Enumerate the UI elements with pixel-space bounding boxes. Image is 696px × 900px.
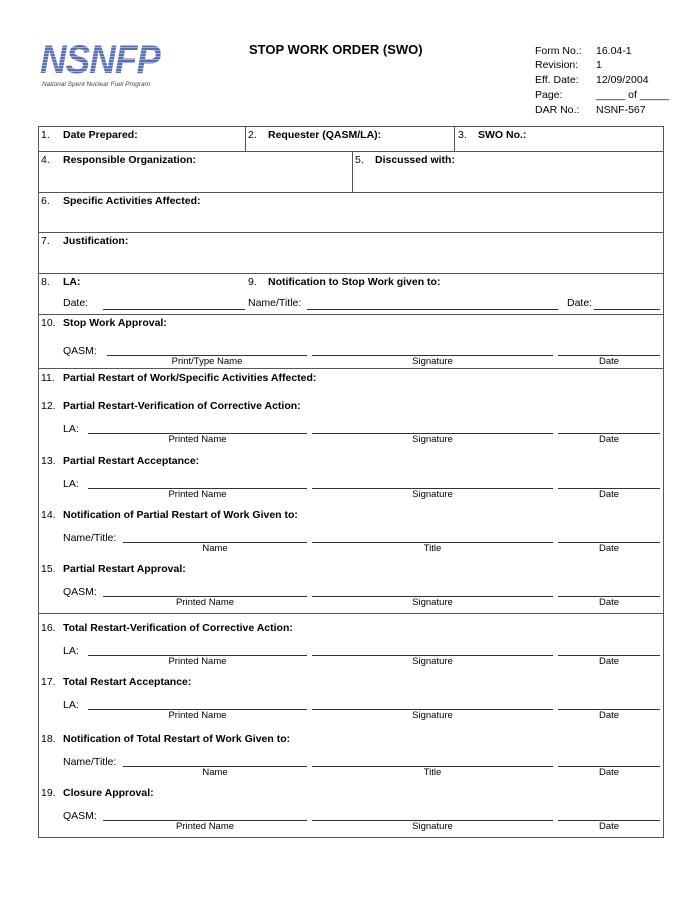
- caption-date: Date: [598, 489, 620, 500]
- section-label: Notification of Total Restart of Work Given to:: [63, 733, 291, 745]
- signer-label: QASM:: [63, 586, 97, 598]
- caption-date: Date: [598, 597, 620, 608]
- caption-name: Printed Name: [168, 656, 227, 667]
- requester-label: Requester (QASM/LA):: [268, 129, 382, 141]
- divider: [38, 151, 664, 152]
- responsible-org-label: Responsible Organization:: [63, 154, 197, 166]
- section-label: Partial Restart Approval:: [63, 563, 186, 575]
- meta-value: _____ of _____: [596, 89, 669, 101]
- field-number: 6.: [41, 195, 50, 207]
- meta-value: NSNF-567: [596, 104, 646, 116]
- name-title-line[interactable]: [307, 309, 558, 310]
- field-number: 10.: [41, 317, 56, 329]
- swo-no-label: SWO No.:: [478, 129, 527, 141]
- field-number: 12.: [41, 400, 56, 412]
- section-label: Total Restart Acceptance:: [63, 676, 192, 688]
- section-label: Partial Restart-Verification of Corrective Action:: [63, 400, 301, 412]
- field-number: 5.: [355, 154, 364, 166]
- caption-date: Date: [598, 821, 620, 832]
- field-number: 9.: [248, 276, 257, 288]
- date-line[interactable]: [594, 309, 660, 310]
- field-number: 8.: [41, 276, 50, 288]
- divider: [38, 273, 664, 274]
- section-label: Notification of Partial Restart of Work Given to:: [63, 509, 298, 521]
- signer-label: LA:: [63, 423, 79, 435]
- field-number: 1.: [41, 129, 50, 141]
- caption-date: Date: [598, 356, 620, 367]
- caption-date: Date: [598, 710, 620, 721]
- field-number: 2.: [248, 129, 257, 141]
- divider: [38, 314, 664, 315]
- la-label: LA:: [63, 276, 81, 288]
- caption-signature: Signature: [412, 597, 453, 608]
- caption-name: Printed Name: [175, 821, 235, 832]
- nsnfp-logo: NSNFP: [40, 38, 161, 82]
- signer-label: LA:: [63, 699, 79, 711]
- caption-signature: Signature: [412, 821, 453, 832]
- caption-date: Date: [598, 434, 620, 445]
- caption-signature: Signature: [412, 710, 453, 721]
- signer-label: LA:: [63, 478, 79, 490]
- field-number: 14.: [41, 509, 56, 521]
- divider: [38, 613, 664, 614]
- caption-date: Date: [598, 767, 620, 778]
- meta-label: Form No.:: [535, 45, 582, 57]
- field-number: 16.: [41, 622, 56, 634]
- caption-name: Name: [202, 543, 228, 554]
- field-number: 15.: [41, 563, 56, 575]
- divider: [38, 192, 664, 193]
- field-number: 19.: [41, 787, 56, 799]
- date-prepared-label: Date Prepared:: [63, 129, 138, 141]
- divider: [38, 368, 664, 369]
- meta-value: 12/09/2004: [596, 74, 649, 86]
- field-number: 7.: [41, 235, 50, 247]
- caption-signature: Title: [423, 543, 442, 554]
- meta-label: Eff. Date:: [535, 74, 579, 86]
- qasm-label: QASM:: [63, 345, 97, 357]
- caption-name: Printed Name: [175, 597, 235, 608]
- date-label: Date:: [63, 297, 89, 309]
- caption-name: Printed Name: [168, 489, 227, 500]
- divider: [38, 232, 664, 233]
- caption-signature: Signature: [412, 356, 453, 367]
- field-number: 4.: [41, 154, 50, 166]
- meta-label: Page:: [535, 89, 563, 101]
- activities-affected-label: Specific Activities Affected:: [63, 195, 201, 207]
- form-title: STOP WORK ORDER (SWO): [249, 42, 423, 57]
- caption-signature: Title: [423, 767, 442, 778]
- meta-value: 1: [596, 59, 602, 71]
- meta-label: Revision:: [535, 59, 579, 71]
- caption-name: Print/Type Name: [171, 356, 243, 367]
- signer-label: Name/Title:: [63, 756, 117, 768]
- field-number: 13.: [41, 455, 56, 467]
- field-number: 17.: [41, 676, 56, 688]
- signer-label: QASM:: [63, 810, 97, 822]
- caption-name: Printed Name: [168, 434, 227, 445]
- meta-label: DAR No.:: [535, 104, 580, 116]
- signer-label: LA:: [63, 645, 79, 657]
- date-line[interactable]: [103, 309, 245, 310]
- caption-date: Date: [598, 543, 620, 554]
- section-label: Total Restart-Verification of Corrective Action:: [63, 622, 293, 634]
- section-label: Partial Restart Acceptance:: [63, 455, 200, 467]
- name-title-label: Name/Title:: [248, 297, 302, 309]
- caption-name: Printed Name: [168, 710, 227, 721]
- date-label: Date:: [567, 297, 593, 309]
- discussed-with-label: Discussed with:: [375, 154, 455, 166]
- partial-restart-label: Partial Restart of Work/Specific Activities Affected:: [63, 372, 317, 384]
- field-number: 11.: [41, 372, 55, 384]
- divider: [245, 126, 246, 151]
- section-label: Closure Approval:: [63, 787, 154, 799]
- divider: [454, 126, 455, 151]
- notification-stop-label: Notification to Stop Work given to:: [268, 276, 441, 288]
- caption-name: Name: [202, 767, 228, 778]
- logo-subtitle: National Spent Nuclear Fuel Program: [42, 81, 151, 88]
- field-number: 18.: [41, 733, 56, 745]
- signer-label: Name/Title:: [63, 532, 117, 544]
- caption-signature: Signature: [412, 434, 453, 445]
- caption-date: Date: [598, 656, 620, 667]
- meta-value: 16.04-1: [596, 45, 632, 57]
- stop-work-approval-label: Stop Work Approval:: [63, 317, 167, 329]
- field-number: 3.: [458, 129, 467, 141]
- divider: [352, 151, 353, 192]
- caption-signature: Signature: [412, 656, 453, 667]
- caption-signature: Signature: [412, 489, 453, 500]
- justification-label: Justification:: [63, 235, 129, 247]
